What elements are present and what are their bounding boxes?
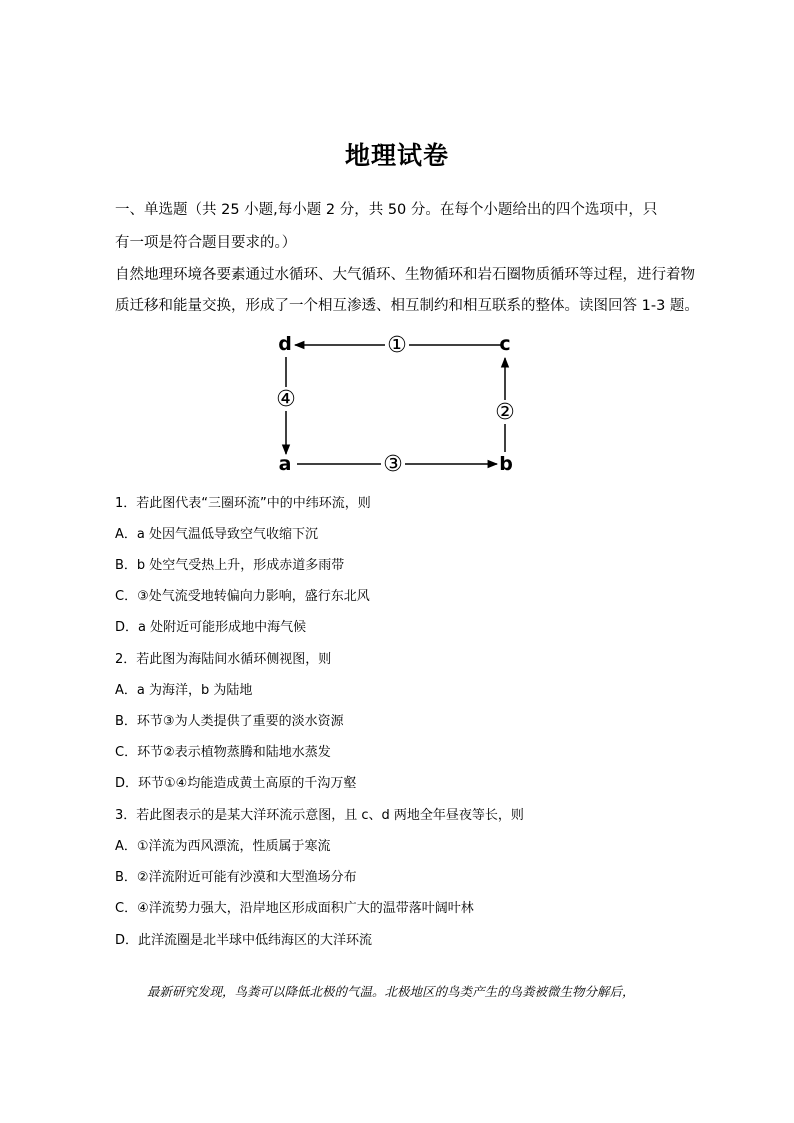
question-1-option-b: B．b 处空气受热上升，形成赤道多雨带 bbox=[115, 558, 345, 573]
question-1-option-a: A．a 处因气温低导致空气收缩下沉 bbox=[115, 527, 318, 542]
label-4: ④ bbox=[276, 387, 296, 412]
corner-d: d bbox=[278, 333, 292, 355]
corner-b: b bbox=[499, 453, 513, 475]
question-2-stem: 2．若此图为海陆间水循环侧视图，则 bbox=[115, 652, 332, 667]
question-3-option-d: D．此洋流圈是北半球中低纬海区的大洋环流 bbox=[115, 933, 373, 948]
question-3-option-b: B．②洋流附近可能有沙漠和大型渔场分布 bbox=[115, 870, 357, 885]
corner-c: c bbox=[499, 333, 511, 355]
section-heading-line-2: 有一项是符合题目要求的。） bbox=[115, 235, 297, 251]
question-3-option-a: A．①洋流为西风漂流，性质属于寒流 bbox=[115, 839, 331, 854]
next-passage-line: 最新研究发现，鸟粪可以降低北极的气温。北极地区的鸟类产生的鸟粪被微生物分解后， bbox=[147, 984, 635, 999]
section-heading-line-1: 一、单选题（共 25 小题,每小题 2 分，共 50 分。在每个小题给出的四个选项中，只 bbox=[115, 202, 658, 218]
cycle-diagram bbox=[265, 330, 525, 480]
question-2-option-a: A．a 为海洋，b 为陆地 bbox=[115, 683, 253, 698]
corner-a: a bbox=[278, 453, 292, 475]
intro-line-1: 自然地理环境各要素通过水循环、大气循环、生物循环和岩石圈物质循环等过程，进行着物 bbox=[115, 267, 695, 283]
intro-line-2: 质迁移和能量交换，形成了一个相互渗透、相互制约和相互联系的整体。读图回答 1-3 题。 bbox=[115, 298, 699, 314]
question-1-option-d: D．a 处附近可能形成地中海气候 bbox=[115, 620, 307, 635]
question-3-stem: 3．若此图表示的是某大洋环流示意图，且 c、d 两地全年昼夜等长，则 bbox=[115, 808, 524, 823]
question-2-option-c: C．环节②表示植物蒸腾和陆地水蒸发 bbox=[115, 745, 331, 760]
question-3-option-c: C．④洋流势力强大，沿岸地区形成面积广大的温带落叶阔叶林 bbox=[115, 901, 474, 916]
question-1-option-c: C．③处气流受地转偏向力影响，盛行东北风 bbox=[115, 589, 370, 604]
question-1-stem: 1．若此图代表“三圈环流”中的中纬环流，则 bbox=[115, 496, 371, 511]
question-2-option-d: D．环节①④均能造成黄土高原的千沟万壑 bbox=[115, 776, 357, 791]
question-2-option-b: B．环节③为人类提供了重要的淡水资源 bbox=[115, 714, 344, 729]
label-2: ② bbox=[495, 400, 515, 425]
label-1: ① bbox=[387, 333, 407, 358]
page-title: 地理试卷 bbox=[344, 141, 449, 170]
label-3: ③ bbox=[383, 452, 403, 477]
